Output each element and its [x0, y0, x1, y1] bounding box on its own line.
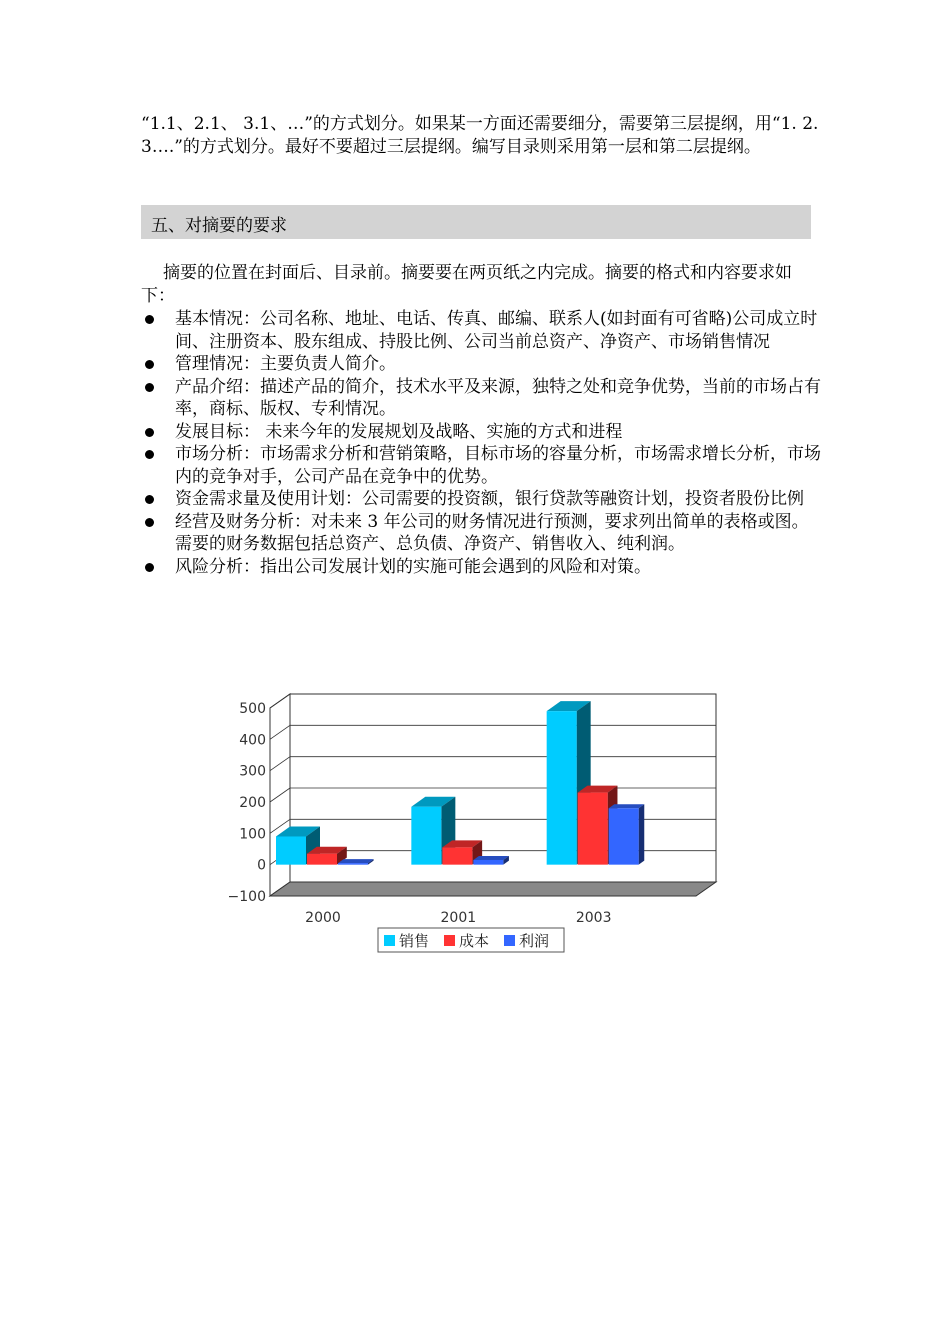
y-tick-label: 500 — [239, 701, 266, 717]
item-heading: 产品介绍 — [175, 376, 243, 397]
list-item — [141, 443, 821, 488]
y-tick-label: 400 — [239, 732, 266, 749]
item-text: ：公司名称、地址、电话、传真、邮编、联系人(如封面有可省略)公司成立时间、注册资本、股东组成、持股比例、公司当前总资产、净资产、市场销售情况 — [175, 309, 818, 352]
legend-label: 成本 — [459, 932, 490, 950]
bullet-icon — [145, 563, 154, 572]
item-heading: 管理情况 — [175, 354, 243, 374]
list-item — [141, 421, 821, 444]
chart-svg — [220, 680, 730, 980]
bar — [276, 836, 306, 864]
intro-paragraph: “1.1、2.1、 3.1、…”的方式划分。如果某一方面还需要细分，需要第三层提纲，用“1. 2. 3….”的方式划分。最好不要超过三层提纲。编写目录则采用第一层和第二层提纲。 — [141, 114, 819, 157]
legend-label: 利润 — [519, 932, 550, 950]
bullet-icon — [145, 518, 154, 527]
bar-side — [639, 804, 645, 864]
bar — [473, 860, 503, 865]
item-text: ：描述产品的简介，技术水平及来源，独特之处和竞争优势，当前的市场占有率，商标、版权、专利情况。 — [175, 376, 821, 419]
y-tick-label: −100 — [227, 889, 266, 905]
chart-floor — [270, 882, 716, 896]
item-text: ： 未来今年的发展规划及战略、实施的方式和进程 — [243, 421, 623, 442]
list-item — [141, 308, 821, 353]
bar — [442, 847, 472, 864]
y-tick-label: 300 — [239, 763, 266, 780]
item-text: ：公司需要的投资额，银行贷款等融资计划，投资者股份比例 — [345, 489, 804, 509]
item-text: ：对未来 3 年公司的财务情况进行预测，要求列出简单的表格或图。需要的财务数据包括总资产、总负债、净资产、销售收入、纯利润。 — [175, 511, 809, 554]
item-heading: 基本情况 — [175, 309, 243, 329]
bullet-icon — [145, 383, 154, 392]
summary-paragraph: 摘要的位置在封面后、目录前。摘要要在两页纸之内完成。摘要的格式和内容要求如下： — [141, 263, 792, 306]
financial-chart — [220, 680, 730, 980]
y-tick-label: 100 — [239, 826, 266, 843]
list-item — [141, 511, 821, 556]
bullet-icon — [145, 315, 154, 324]
legend-swatch — [504, 935, 515, 946]
legend-swatch — [444, 935, 455, 946]
item-heading: 经营及财务分析 — [175, 511, 294, 532]
section-title: 五、对摘要的要求 — [151, 216, 287, 236]
item-text: ：主要负责人简介。 — [243, 354, 396, 374]
bullet-icon — [145, 360, 154, 369]
list-item — [141, 353, 821, 376]
requirements-list — [141, 308, 821, 578]
legend-swatch — [384, 935, 395, 946]
bullet-icon — [145, 450, 154, 459]
bullet-icon — [145, 495, 154, 504]
legend-label: 销售 — [399, 932, 430, 950]
x-tick-label: 2000 — [305, 910, 341, 926]
bar — [578, 793, 608, 865]
y-tick-label: 200 — [239, 795, 266, 811]
item-heading: 资金需求量及使用计划 — [175, 489, 345, 509]
bullet-icon — [145, 428, 154, 437]
x-tick-label: 2001 — [440, 910, 477, 926]
item-heading: 发展目标 — [175, 421, 243, 442]
item-text: ：市场需求分析和营销策略，目标市场的容量分析，市场需求增长分析，市场内的竞争对手，公司产品在竞争中的优势。 — [175, 444, 821, 487]
bar — [609, 808, 639, 864]
bar — [547, 711, 577, 865]
bar — [411, 807, 441, 865]
section-header-bar — [141, 205, 811, 239]
list-item — [141, 556, 821, 579]
list-item — [141, 488, 821, 511]
bar — [338, 863, 368, 865]
bar-top — [338, 859, 374, 863]
y-tick-label: 0 — [257, 857, 266, 874]
item-heading: 市场分析 — [175, 444, 243, 464]
item-text: ：指出公司发展计划的实施可能会遇到的风险和对策。 — [243, 556, 651, 577]
item-heading: 风险分析 — [175, 556, 243, 577]
bar — [307, 854, 337, 865]
bar-top — [473, 856, 509, 860]
bar-top — [609, 804, 645, 808]
x-tick-label: 2003 — [575, 910, 612, 926]
list-item — [141, 376, 821, 421]
